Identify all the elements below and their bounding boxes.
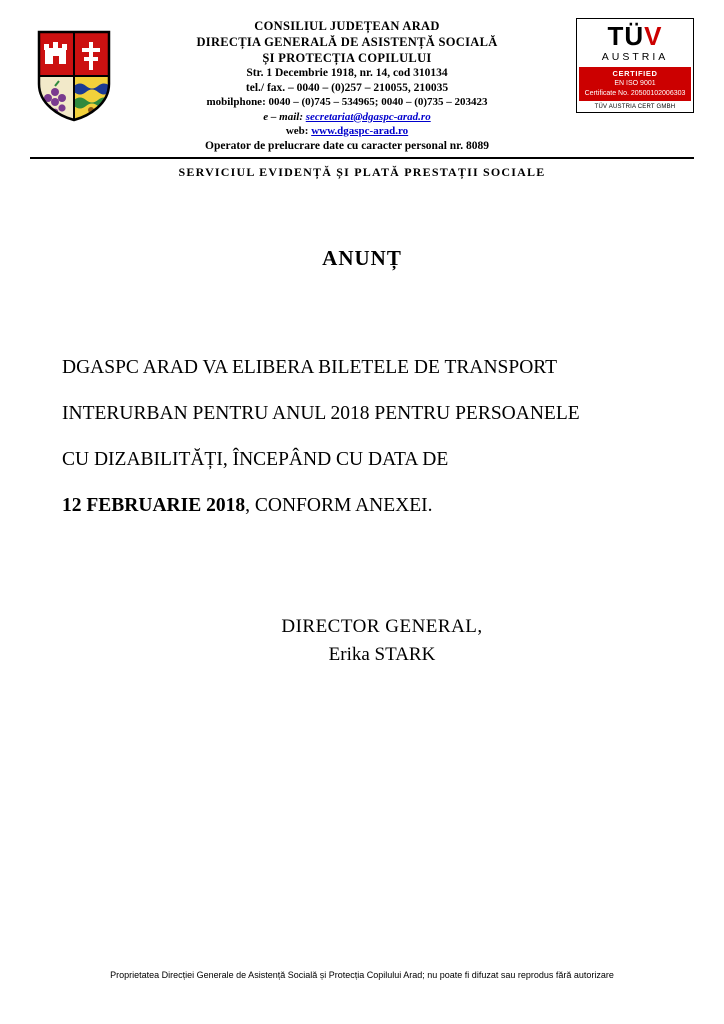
department-title: SERVICIUL EVIDENȚĂ ȘI PLATĂ PRESTAȚII SOCIALE: [178, 165, 546, 180]
crest-container: [30, 18, 118, 122]
signature-block: [0, 613, 724, 670]
data-operator-note: Operator de prelucrare date cu caracter personal nr. 8089: [205, 139, 489, 152]
announcement-line-3: CU DIZABILITĂȚI, ÎNCEPÂND CU DATA DE: [62, 449, 449, 471]
announcement-line-2: INTERURBAN PENTRU ANUL 2018 PENTRU PERSOANELE: [62, 403, 580, 425]
org-line-3: ȘI PROTECȚIA COPILULUI: [262, 51, 432, 65]
announcement-line-4: [62, 483, 662, 529]
document-footer: Proprietatea Direcției Generale de Asistență Socială și Protecția Copilului Arad; nu poate fi difuzat sau reprodus fără autorizare: [110, 970, 614, 980]
email-link[interactable]: secretariat@dgaspc-arad.ro: [305, 110, 431, 123]
org-line-1: CONSILIUL JUDEȚEAN ARAD: [254, 19, 440, 33]
page-title: ANUNȚ: [322, 246, 402, 271]
tuv-certified-band: [579, 67, 691, 101]
announcement-date: 12 FEBRUARIE 2018: [62, 494, 246, 516]
tuv-certification-badge: [576, 18, 694, 113]
tuv-certified-text: CERTIFIED: [612, 69, 658, 78]
tuv-logo-v: V: [644, 21, 663, 51]
tuv-certificate-number: Certificate No. 20500102006303: [584, 89, 686, 97]
tuv-footer: TÜV AUSTRIA CERT GMBH: [594, 104, 676, 110]
announcement-line-1: DGASPC ARAD VA ELIBERA BILETELE DE TRANSPORT: [62, 357, 558, 379]
announcement-line-4-rest: , CONFORM ANEXEI.: [245, 494, 433, 516]
signature-title: DIRECTOR GENERAL,: [281, 615, 483, 637]
org-email-row: [122, 110, 572, 124]
org-web-row: [122, 124, 572, 138]
header-divider: [30, 157, 694, 159]
tuv-logo: [579, 23, 691, 49]
org-address: Str. 1 Decembrie 1918, nr. 14, cod 310134: [246, 67, 448, 79]
email-label: e – mail:: [263, 110, 303, 123]
org-line-2: DIRECȚIA GENERALĂ DE ASISTENȚĂ SOCIALĂ: [196, 35, 498, 49]
arad-county-coat-of-arms-icon: [37, 30, 111, 122]
org-phone: tel./ fax. – 0040 – (0)257 – 210055, 210035: [245, 81, 449, 94]
tuv-logo-tu: TÜ: [607, 21, 645, 51]
tuv-austria-label: AUSTRIA: [601, 51, 669, 63]
announcement-body: [62, 345, 662, 528]
web-label: web:: [285, 124, 309, 137]
signature-name: Erika STARK: [328, 644, 436, 666]
header-text-block: [118, 18, 576, 153]
tuv-standard: EN ISO 9001: [614, 80, 656, 88]
org-mobile: mobilphone: 0040 – (0)745 – 534965; 0040 – (0)735 – 203423: [206, 96, 488, 109]
web-link[interactable]: www.dgaspc-arad.ro: [311, 124, 409, 137]
document-header: [0, 0, 724, 153]
